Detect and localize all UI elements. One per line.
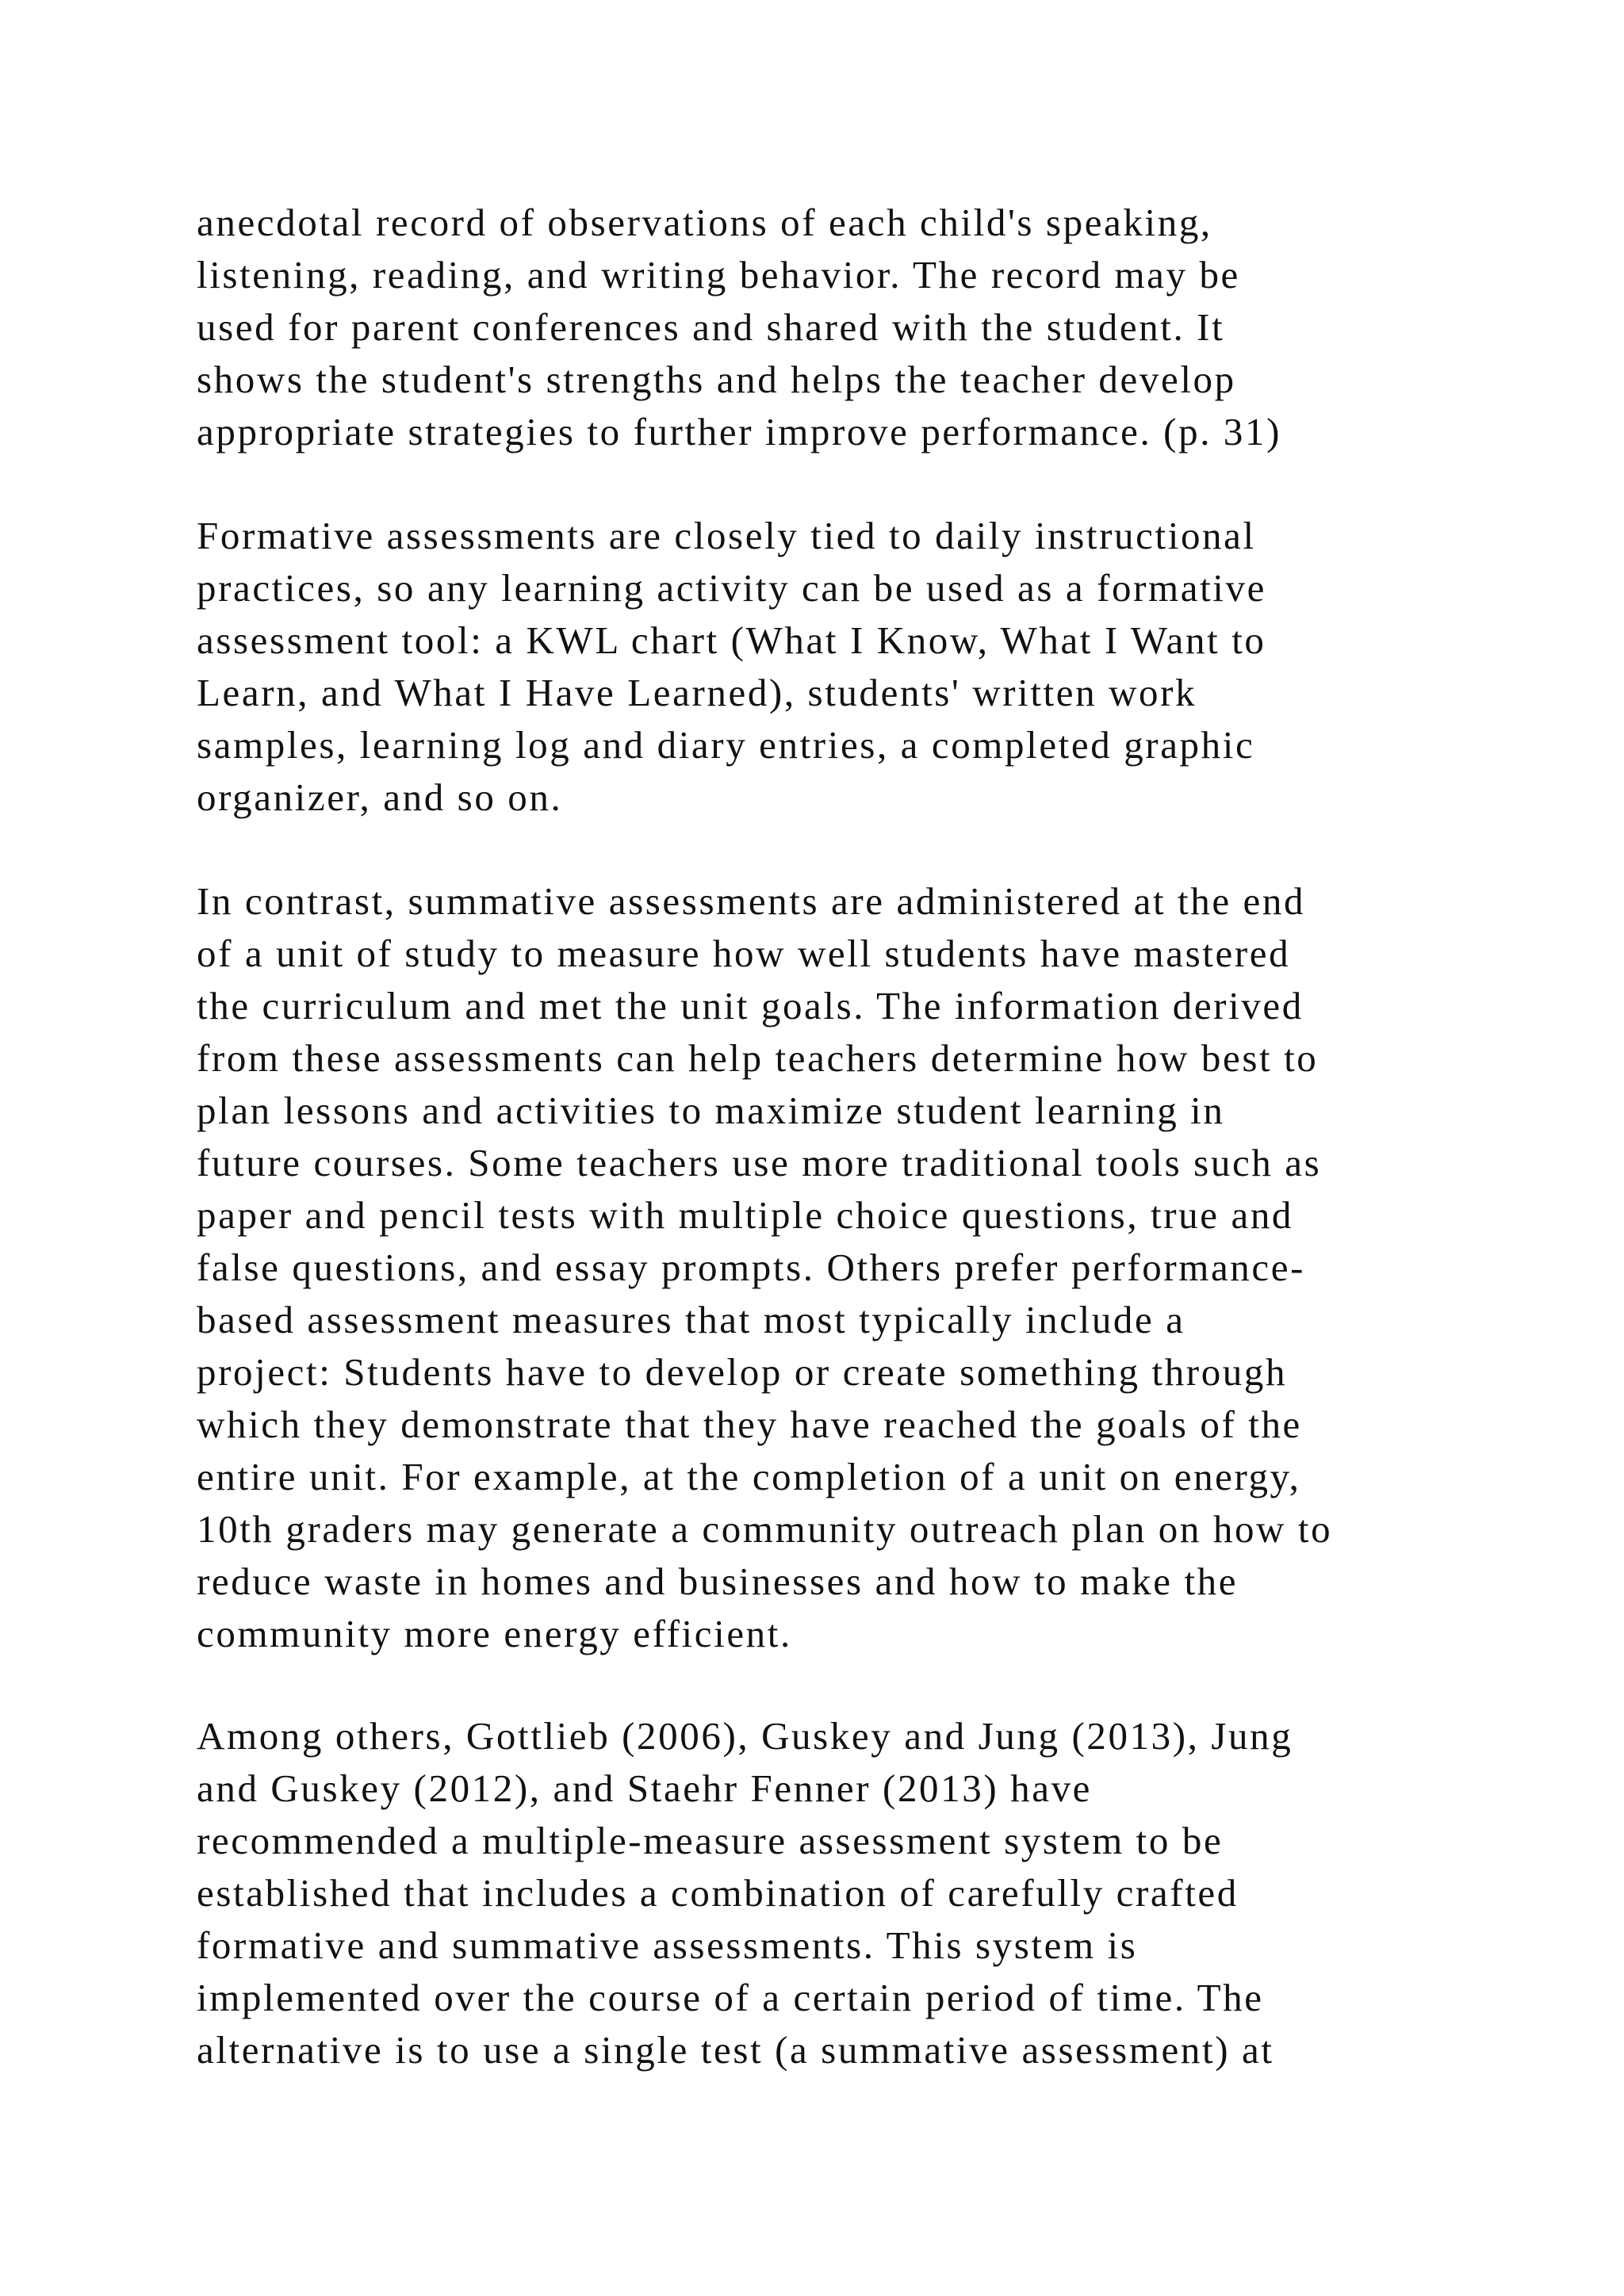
text-line: Learn, and What I Have Learned), students' written work (197, 671, 1197, 714)
text-line: future courses. Some teachers use more traditional tools such as (197, 1141, 1322, 1184)
text-line: recommended a multiple-measure assessment system to be (197, 1819, 1224, 1862)
text-line: alternative is to use a single test (a summative assessment) at (197, 2028, 1274, 2072)
text-line: organizer, and so on. (197, 775, 563, 819)
paragraph-summative-assessments (197, 875, 1481, 1660)
text-line: the curriculum and met the unit goals. The information derived (197, 984, 1304, 1027)
text-line: plan lessons and activities to maximize student learning in (197, 1089, 1225, 1132)
text-line: In contrast, summative assessments are administered at the end (197, 879, 1306, 923)
text-line: 10th graders may generate a community outreach plan on how to (197, 1507, 1333, 1551)
text-line: which they demonstrate that they have reached the goals of the (197, 1402, 1302, 1446)
text-line: from these assessments can help teachers determine how best to (197, 1036, 1319, 1080)
text-line: and Guskey (2012), and Staehr Fenner (2013) have (197, 1766, 1093, 1810)
text-line: paper and pencil tests with multiple choice questions, true and (197, 1193, 1294, 1237)
text-line: Formative assessments are closely tied to daily instructional (197, 514, 1256, 557)
text-line: implemented over the course of a certain period of time. The (197, 1976, 1264, 2019)
text-line: listening, reading, and writing behavior. The record may be (197, 253, 1240, 297)
text-line: anecdotal record of observations of each child's speaking, (197, 201, 1212, 244)
paragraph-multiple-measure-assessment (197, 1710, 1481, 2076)
text-line: Among others, Gottlieb (2006), Guskey and Jung (2013), Jung (197, 1714, 1293, 1758)
text-line: reduce waste in homes and businesses and how to make the (197, 1559, 1239, 1603)
text-line: appropriate strategies to further improve performance. (p. 31) (197, 410, 1282, 453)
text-line: practices, so any learning activity can be used as a formative (197, 566, 1266, 610)
text-line: community more energy efficient. (197, 1612, 792, 1655)
text-line: based assessment measures that most typically include a (197, 1298, 1185, 1341)
text-line: of a unit of study to measure how well students have mastered (197, 932, 1291, 975)
paragraph-formative-assessments (197, 510, 1481, 824)
text-line: entire unit. For example, at the completion of a unit on energy, (197, 1455, 1301, 1498)
paragraph-anecdotal-record (197, 197, 1481, 458)
text-line: shows the student's strengths and helps the teacher develop (197, 358, 1236, 401)
text-line: established that includes a combination of carefully crafted (197, 1871, 1239, 1915)
text-line: project: Students have to develop or create something through (197, 1350, 1288, 1394)
text-line: formative and summative assessments. This system is (197, 1923, 1138, 1967)
text-line: false questions, and essay prompts. Others prefer performance- (197, 1246, 1306, 1289)
text-line: samples, learning log and diary entries, a completed graphic (197, 723, 1255, 767)
text-line: used for parent conferences and shared with the student. It (197, 305, 1225, 349)
text-line: assessment tool: a KWL chart (What I Know, What I Want to (197, 618, 1266, 662)
